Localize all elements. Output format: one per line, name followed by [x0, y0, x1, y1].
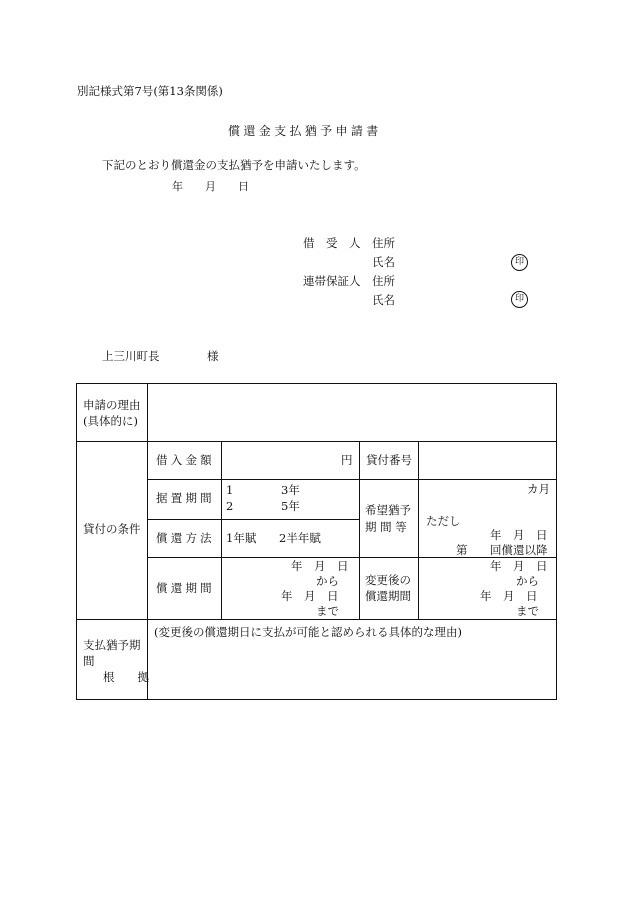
deferral-date[interactable]: 年 月 日	[490, 528, 548, 542]
cond-col-divider-1	[221, 441, 222, 619]
table-border-bottom	[76, 699, 557, 700]
repayment-start-date[interactable]: 年 月 日	[291, 559, 349, 573]
guarantor-seal-icon: 印	[511, 291, 528, 308]
page-title: 償還金支払猶予申請書	[228, 124, 382, 138]
form-number: 別記様式第7号(第13条関係)	[77, 84, 223, 98]
method-annual[interactable]: 1年賦	[226, 531, 257, 545]
basis-note: (変更後の償還期日に支払が可能と認められる具体的な理由)	[154, 625, 462, 639]
cond-row-divider-1	[147, 479, 557, 480]
guarantor-label: 連帯保証人	[303, 274, 361, 288]
reason-sublabel: (具体的に)	[83, 414, 138, 428]
addressee-mayor: 上三川町長	[102, 349, 160, 363]
grace-option-2-years[interactable]: 5年	[281, 499, 300, 513]
borrower-seal-icon: 印	[511, 254, 528, 271]
repayment-until: まで	[316, 604, 339, 618]
borrower-label: 借 受 人	[303, 236, 361, 250]
table-border-top	[76, 383, 557, 384]
changed-period-sublabel: 償還期間	[365, 589, 411, 603]
however-text: ただし	[426, 514, 461, 528]
reason-label: 申請の理由	[83, 398, 141, 412]
application-statement: 下記のとおり償還金の支払猶予を申請いたします。	[102, 158, 366, 172]
cond-col-divider-3	[418, 441, 419, 619]
label-column-divider	[147, 383, 148, 700]
method-semiannual[interactable]: 2半年賦	[279, 531, 321, 545]
addressee-honorific: 様	[207, 349, 219, 363]
borrower-name-label: 氏名	[372, 255, 395, 269]
basis-field[interactable]	[149, 645, 555, 697]
grace-option-1-number: 1	[226, 483, 234, 497]
changed-from: から	[516, 574, 539, 588]
date-line[interactable]: 年 月 日	[172, 180, 249, 193]
row-divider-reason	[76, 441, 557, 442]
repayment-method-label: 償還方法	[156, 531, 215, 545]
basis-label-cont: 間	[83, 654, 95, 668]
yen-unit: 円	[341, 453, 353, 467]
grace-period-label: 据置期間	[156, 491, 215, 505]
loan-amount-label: 借入金額	[156, 453, 215, 467]
changed-period-label: 変更後の	[365, 573, 411, 587]
reason-field[interactable]	[149, 385, 555, 440]
desired-deferral-sublabel: 期 間 等	[365, 520, 407, 534]
repayment-end-date[interactable]: 年 月 日	[281, 589, 339, 603]
application-form-table	[76, 383, 557, 700]
guarantor-name-label: 氏名	[372, 293, 395, 307]
table-border-left	[76, 383, 77, 700]
changed-end-date[interactable]: 年 月 日	[480, 589, 538, 603]
row-divider-conditions	[76, 619, 557, 620]
guarantor-address-label: 住所	[372, 274, 395, 288]
desired-deferral-label: 希望猶予	[365, 503, 411, 517]
changed-until: まで	[516, 604, 539, 618]
grace-option-1-years[interactable]: 3年	[281, 483, 300, 497]
nth-payment-suffix: 回償還以降	[490, 543, 548, 557]
basis-label-root: 根 拠	[103, 670, 149, 684]
cond-row-divider-2	[147, 519, 359, 520]
cond-col-divider-2	[359, 441, 360, 619]
table-border-right	[556, 383, 557, 700]
repayment-from: から	[316, 574, 339, 588]
borrower-address-label: 住所	[372, 236, 395, 250]
grace-option-2-number: 2	[226, 499, 234, 513]
loan-conditions-label: 貸付の条件	[83, 522, 141, 536]
loan-number-label: 貸付番号	[366, 453, 412, 467]
changed-start-date[interactable]: 年 月 日	[490, 559, 548, 573]
cond-row-divider-3	[147, 557, 557, 558]
repayment-period-label: 償還期間	[156, 581, 215, 595]
loan-number-field[interactable]	[420, 443, 555, 478]
nth-payment-prefix: 第	[456, 543, 468, 557]
months-unit: カ月	[527, 482, 550, 496]
basis-label: 支払猶予期	[83, 638, 141, 652]
